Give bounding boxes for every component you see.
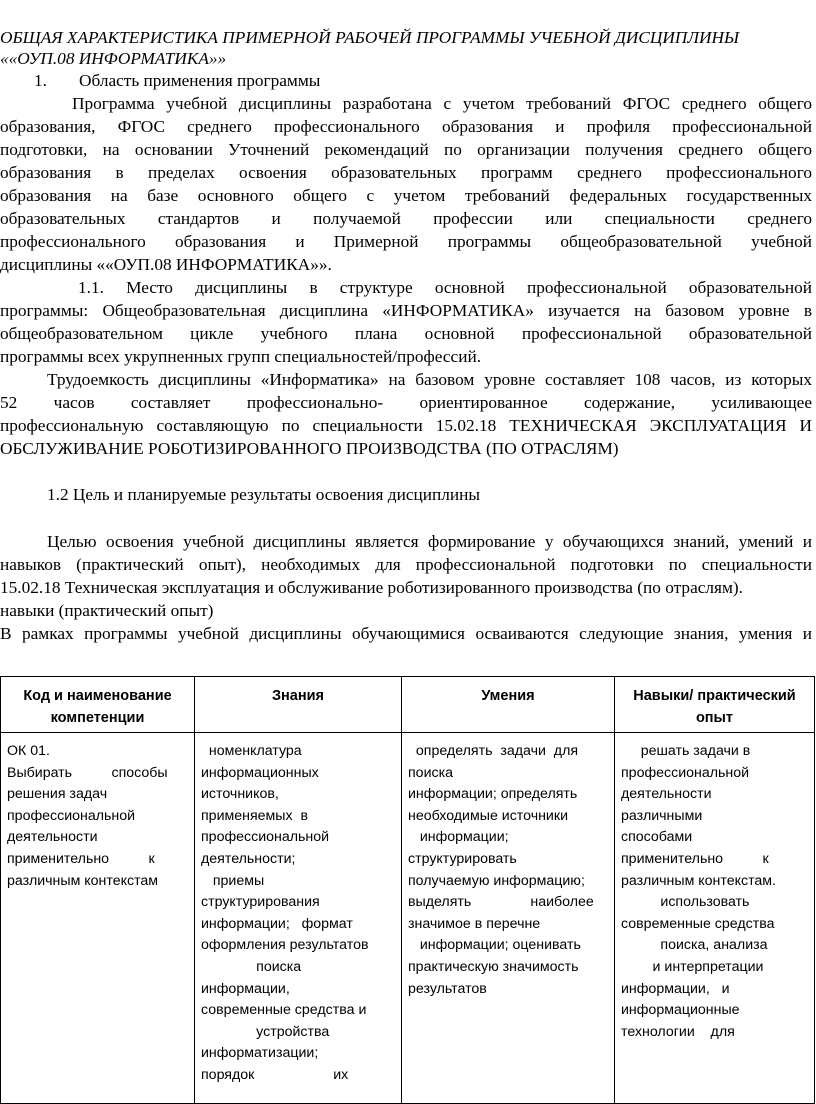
cell-line: современные средства и [201,1002,367,1019]
cell-line: применяемых в [201,807,309,824]
cell-line: современные средства [621,915,775,932]
para-1-line: Программа учебной дисциплины разработана с учетом требований ФГОС среднего общего [72,94,812,113]
cell-line: решения задач [7,786,108,803]
cell-line: использовать [621,894,750,911]
cell-line: информации, [201,980,290,997]
cell-line: устройства [201,1023,330,1040]
cell-line: структурирования [201,894,320,911]
cell-line: деятельности; [201,850,296,867]
goal-line: Целью освоения учебной дисциплины является формирование у обучающихся знаний, умений и [47,532,812,551]
cell-line: Выбирать способы [7,764,168,781]
cell-line: поиска, анализа [621,937,768,954]
section-1-heading: Область применения программы [79,71,321,90]
cell-line: применительно к [7,850,155,867]
header-competence [1,677,195,733]
cell-line: информации, и [621,980,730,997]
cell-line: информации; оценивать [408,937,581,954]
cell-line: профессиональной [201,829,330,846]
cell-line: информации; формат [201,915,353,932]
cell-line: определять задачи для [408,743,579,759]
header-skills [402,677,615,733]
para-1-line: профессионального образования и Примерной программы общеобразовательной учебной [0,232,812,251]
table-row [1,733,815,1104]
cell-line: деятельности [7,829,98,846]
cell-line: получаемую информацию; [408,872,585,889]
cell-line: технологии для [621,1023,735,1040]
cell-line: решать задачи в [621,743,751,759]
cell-line: деятельности [621,786,712,803]
workload-line: 52 часов составляет профессионально- ориентированное содержание, усиливающее [0,393,812,412]
cell-line: приемы [201,872,265,889]
goal-line: навыков (практический опыт), необходимых для профессиональной подготовки по специальности [0,555,812,574]
cell-line: номенклатура [201,743,302,759]
para-1-1-line: программы всех укрупненных групп специальностей/профессий. [0,347,482,366]
cell-line: поиска [201,958,302,975]
cell-experience [615,733,815,1104]
header-knowledge [195,677,402,733]
cell-competence [1,733,195,1104]
table-header-row [1,677,815,733]
workload-line: ОБСЛУЖИВАНИЕ РОБОТИЗИРОВАННОГО ПРОИЗВОДСТВА (ПО ОТРАСЛЯМ) [0,439,619,458]
cell-line: способами [621,829,693,846]
intro-line: навыки (практический опыт) [0,601,214,620]
header-text: опыт [695,710,734,726]
goal-line: 15.02.18 Техническая эксплуатация и обслуживание роботизированного производства (по отраслям). [0,578,743,597]
cell-line: результатов [408,980,487,997]
cell-line: значимое в перечне [408,915,541,932]
doc-title-line-1: ОБЩАЯ ХАРАКТЕРИСТИКА ПРИМЕРНОЙ РАБОЧЕЙ ПРОГРАММЫ УЧЕБНОЙ ДИСЦИПЛИНЫ [0,28,740,47]
cell-line: информации; определять [408,786,578,803]
cell-skills [402,733,615,1104]
header-text: Умения [481,688,535,704]
para-1-line: подготовки, на основании Уточнений рекомендаций по организации получения среднего общего [0,140,812,159]
para-1-line: образования, ФГОС среднего профессионального образования и профиля профессиональной [0,117,812,136]
competence-table [0,676,815,1104]
section-1-number: 1. [34,71,47,90]
doc-title-line-2: ««ОУП.08 ИНФОРМАТИКА»» [0,49,227,68]
cell-line: различным контекстам [7,872,159,889]
para-1-line: дисциплины ««ОУП.08 ИНФОРМАТИКА»». [0,255,332,274]
cell-line: необходимые источники [408,807,568,824]
header-text: Навыки/ практический [633,688,796,704]
para-1-line: образования на базе основного общего с учетом требований федеральных государственных [0,186,812,205]
cell-line: применительно к [621,850,769,867]
header-experience [615,677,815,733]
cell-line: практическую значимость [408,958,579,975]
cell-knowledge [195,733,402,1104]
cell-line: различным контекстам. [621,872,776,889]
cell-line: информатизации; [201,1045,319,1062]
para-1-line: образовательных стандартов и получаемой профессии или специальности среднего [0,209,812,228]
section-1-2-heading: 1.2 Цель и планируемые результаты освоения дисциплины [47,485,480,504]
cell-line: и интерпретации [621,958,764,975]
header-text: компетенции [50,710,145,726]
cell-line: профессиональной [621,764,750,781]
cell-line: поиска [408,764,454,781]
cell-line: различными [621,807,703,824]
para-1-1-line: программы: Общеобразовательная дисциплина «ИНФОРМАТИКА» изучается на базовом уровне в [0,301,812,320]
cell-line: источников, [201,786,279,803]
cell-line: профессиональной [7,807,136,824]
cell-line: информационных [201,764,319,781]
cell-line: ОК 01. [7,743,50,759]
cell-line: выделять наиболее [408,894,594,911]
cell-line: структурировать [408,850,517,867]
cell-line: информационные [621,1002,740,1019]
para-1-1-line: общеобразовательном цикле учебного плана основной профессиональной образовательной [0,324,812,343]
header-text: Код и наименование [23,688,172,704]
cell-line: оформления результатов [201,937,369,954]
workload-line: профессиональную составляющую по специальности 15.02.18 ТЕХНИЧЕСКАЯ ЭКСПЛУАТАЦИЯ И [0,416,812,435]
cell-line: порядок их [201,1066,349,1083]
para-1-1-line: 1.1. Место дисциплины в структуре основной профессиональной образовательной [78,278,812,297]
workload-line: Трудоемкость дисциплины «Информатика» на базовом уровне составляет 108 часов, из которых [47,370,812,389]
intro-line: В рамках программы учебной дисциплины обучающимися осваиваются следующие знания, умения и [0,624,812,643]
para-1-line: образования в пределах освоения образовательных программ среднего профессионального [0,163,812,182]
header-text: Знания [271,688,325,704]
cell-line: информации; [408,829,509,846]
